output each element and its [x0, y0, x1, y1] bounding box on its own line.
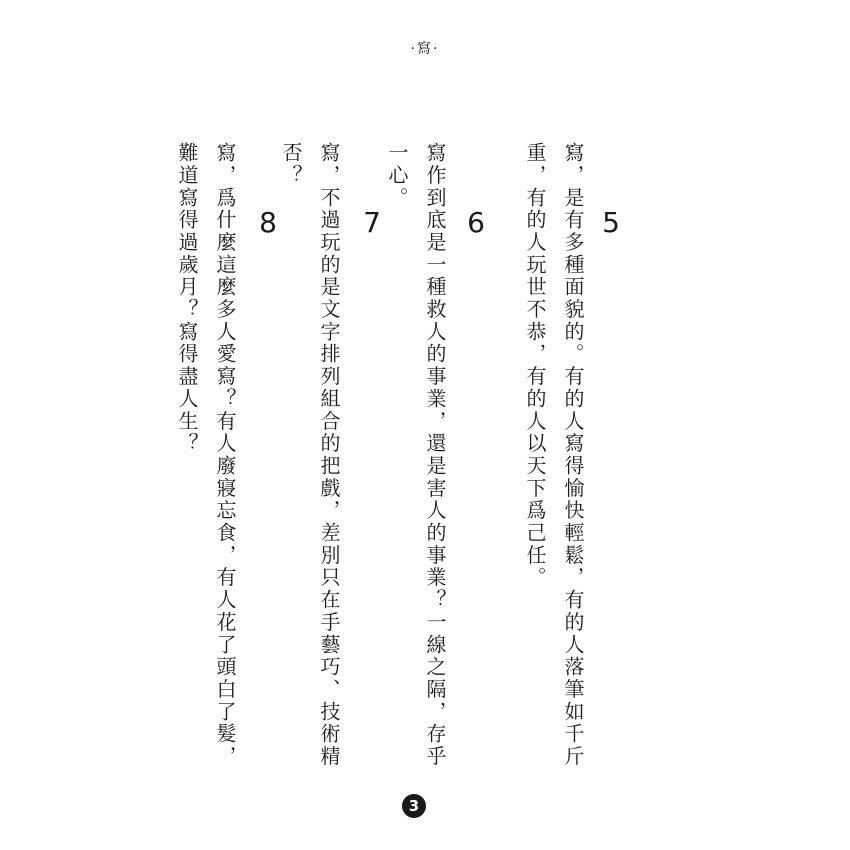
- section-number-7: 7: [363, 206, 381, 239]
- section-5-text: 寫，是有多種面貌的。有的人寫得愉快輕鬆，有的人落筆如千斤重，有的人玩世不恭，有的人以天下爲己任。: [523, 142, 585, 768]
- section-number-5: 5: [602, 206, 620, 239]
- page-number-badge: 3: [402, 794, 426, 818]
- section-6-text: 寫作到底是一種救人的事業，還是害人的事業？一線之隔，存乎一心。: [385, 142, 447, 768]
- section-7-text: 寫，不過玩的是文字排列組合的把戲，差別只在手藝巧、技術精否？: [279, 142, 341, 768]
- section-number-8: 8: [259, 206, 277, 239]
- section-8-text: 寫，爲什麼這麼多人愛寫？有人廢寢忘食，有人花了頭白了髮，難道寫得過歲月？寫得盡人生？: [175, 142, 237, 768]
- section-number-6: 6: [467, 206, 485, 239]
- running-header: ·寫·: [410, 41, 440, 57]
